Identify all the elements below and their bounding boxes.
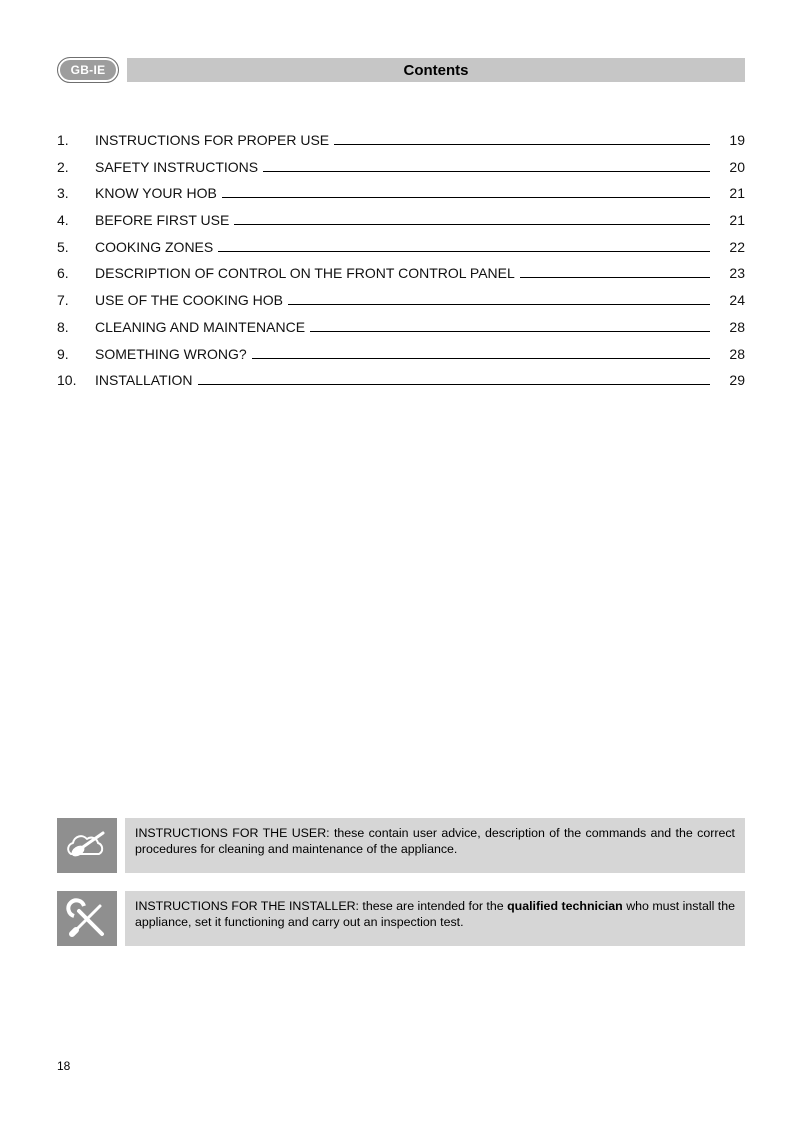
toc-leader-line xyxy=(198,381,710,385)
toc-entry-number: 6. xyxy=(57,265,69,282)
toc-entry-number: 7. xyxy=(57,292,69,309)
toc-entry-page: 19 xyxy=(729,132,745,148)
toc-row xyxy=(57,260,745,287)
toc-leader-line xyxy=(288,301,710,305)
toc-leader-line xyxy=(222,194,710,198)
toc-leader-line xyxy=(520,274,710,278)
toc-entry-number: 10. xyxy=(57,372,77,389)
note-text-bold: qualified technician xyxy=(507,899,623,913)
table-of-contents xyxy=(57,127,745,394)
note-text-before: INSTRUCTIONS FOR THE USER: these contain user advice, description of the commands and the correct procedures for cleaning and maintenance of the appliance. xyxy=(135,826,735,857)
toc-entry-number: 4. xyxy=(57,212,69,229)
toc-row xyxy=(57,127,745,154)
toc-entry-number: 3. xyxy=(57,185,69,202)
toc-entry-number: 1. xyxy=(57,132,69,148)
toc-entry-title: INSTALLATION xyxy=(95,372,193,389)
toc-entry-title: DESCRIPTION OF CONTROL ON THE FRONT CONTROL PANEL xyxy=(95,265,515,282)
toc-entry-number: 5. xyxy=(57,238,69,255)
note-text-after: who must install the appliance, set it functioning and carry out an inspection test. xyxy=(135,899,736,930)
toc-entry-page: 21 xyxy=(729,185,745,202)
installer-instructions-note xyxy=(57,891,745,946)
toc-entry-page: 28 xyxy=(729,318,745,335)
toc-entry-title: BEFORE FIRST USE xyxy=(95,212,230,229)
toc-entry-page: 22 xyxy=(729,238,745,255)
language-badge: GB-IE xyxy=(57,57,119,83)
toc-entry-number: 8. xyxy=(57,318,69,335)
toc-entry-title: USE OF THE COOKING HOB xyxy=(95,292,283,309)
toc-row xyxy=(57,234,745,261)
user-instructions-text xyxy=(125,818,745,873)
toc-leader-line xyxy=(218,248,710,252)
spoon-steam-icon xyxy=(57,818,117,873)
toc-row xyxy=(57,287,745,314)
toc-entry-page: 21 xyxy=(729,212,745,229)
toc-leader-line xyxy=(310,328,710,332)
toc-entry-page: 28 xyxy=(729,345,745,362)
toc-entry-title: SAFETY INSTRUCTIONS xyxy=(95,158,259,175)
toc-entry-title: INSTRUCTIONS FOR PROPER USE xyxy=(95,132,330,148)
crossed-tools-icon xyxy=(57,891,117,946)
toc-entry-title: SOMETHING WRONG? xyxy=(95,345,247,362)
user-instructions-note xyxy=(57,818,745,873)
toc-entry-title: KNOW YOUR HOB xyxy=(95,185,217,202)
toc-row xyxy=(57,341,745,368)
toc-entry-title: CLEANING AND MAINTENANCE xyxy=(95,318,306,335)
toc-leader-line xyxy=(234,221,710,225)
page-header xyxy=(57,57,745,83)
toc-leader-line xyxy=(252,355,710,359)
toc-entry-page: 24 xyxy=(729,292,745,309)
toc-leader-line xyxy=(334,141,710,145)
toc-entry-page: 29 xyxy=(729,372,745,389)
toc-row xyxy=(57,314,745,341)
page-title: Contents xyxy=(127,58,745,82)
note-text-before: INSTRUCTIONS FOR THE INSTALLER: these are intended for the xyxy=(135,899,508,913)
toc-entry-number: 2. xyxy=(57,158,69,175)
toc-entry-title: COOKING ZONES xyxy=(95,238,214,255)
toc-entry-page: 23 xyxy=(729,265,745,282)
toc-row xyxy=(57,367,745,394)
toc-entry-page: 20 xyxy=(729,158,745,175)
installer-instructions-text xyxy=(125,891,745,946)
toc-row xyxy=(57,154,745,181)
toc-row xyxy=(57,180,745,207)
toc-entry-number: 9. xyxy=(57,345,69,362)
toc-leader-line xyxy=(263,168,710,172)
toc-row xyxy=(57,207,745,234)
page-number: 18 xyxy=(57,1059,71,1073)
